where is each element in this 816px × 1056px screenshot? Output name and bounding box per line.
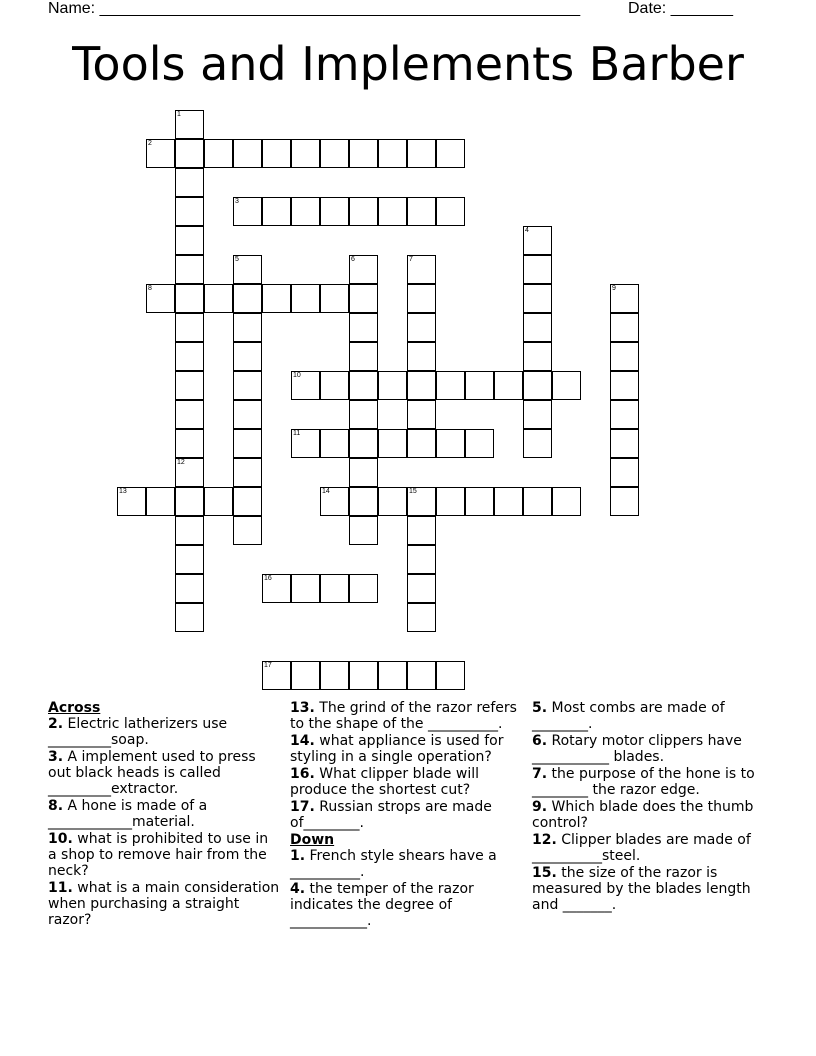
grid-cell[interactable] <box>320 284 349 313</box>
grid-cell[interactable] <box>436 487 465 516</box>
grid-cell[interactable] <box>175 284 204 313</box>
clue-number: 14. <box>290 733 315 749</box>
grid-cell[interactable] <box>407 574 436 603</box>
clue-item <box>532 832 768 864</box>
grid-cell[interactable] <box>610 371 639 400</box>
grid-cell[interactable] <box>204 487 233 516</box>
grid-cell[interactable] <box>175 429 204 458</box>
clue-text: A hone is made of a ____________material. <box>48 798 208 830</box>
grid-cell[interactable] <box>233 516 262 545</box>
grid-cell[interactable] <box>610 342 639 371</box>
cell-number: 17 <box>264 662 272 669</box>
grid-cell[interactable] <box>291 139 320 168</box>
clue-text: the temper of the razor indicates the degree of ___________. <box>290 881 474 929</box>
grid-cell[interactable] <box>523 313 552 342</box>
cell-number: 13 <box>119 488 127 495</box>
clue-text: A implement used to press out black heads is called _________extractor. <box>48 749 256 797</box>
clue-number: 12. <box>532 832 557 848</box>
grid-cell[interactable] <box>233 284 262 313</box>
grid-cell[interactable] <box>407 603 436 632</box>
clue-item <box>532 865 768 913</box>
clue-text: Electric latherizers use _________soap. <box>48 716 228 748</box>
grid-cell[interactable] <box>378 197 407 226</box>
clue-number: 16. <box>290 766 315 782</box>
grid-cell[interactable] <box>262 284 291 313</box>
grid-cell[interactable] <box>349 284 378 313</box>
grid-cell[interactable] <box>233 342 262 371</box>
grid-cell[interactable] <box>262 197 291 226</box>
clue-item <box>48 880 280 928</box>
grid-cell[interactable] <box>407 487 436 516</box>
grid-cell[interactable] <box>494 371 523 400</box>
grid-cell[interactable] <box>175 255 204 284</box>
cell-number: 6 <box>351 256 355 263</box>
clue-number: 3. <box>48 749 64 765</box>
clue-number: 8. <box>48 798 64 814</box>
grid-cell[interactable] <box>523 284 552 313</box>
clue-text: what appliance is used for styling in a single operation? <box>290 733 504 765</box>
grid-cell[interactable] <box>175 110 204 139</box>
cell-number: 2 <box>148 140 152 147</box>
grid-cell[interactable] <box>378 139 407 168</box>
grid-cell[interactable] <box>407 429 436 458</box>
clue-item <box>290 733 522 765</box>
grid-cell[interactable] <box>175 574 204 603</box>
grid-cell[interactable] <box>610 487 639 516</box>
grid-cell[interactable] <box>523 342 552 371</box>
grid-cell[interactable] <box>378 661 407 690</box>
grid-cell[interactable] <box>204 284 233 313</box>
grid-cell[interactable] <box>407 284 436 313</box>
clue-item <box>532 733 768 765</box>
grid-cell[interactable] <box>175 487 204 516</box>
clue-item <box>48 716 280 748</box>
grid-cell[interactable] <box>465 371 494 400</box>
grid-cell[interactable] <box>146 284 175 313</box>
clue-item <box>48 749 280 797</box>
clue-item <box>48 831 280 879</box>
grid-cell[interactable] <box>233 371 262 400</box>
grid-cell[interactable] <box>523 371 552 400</box>
clue-text: what is prohibited to use in a shop to remove hair from the neck? <box>48 831 269 879</box>
clue-text: what is a main consideration when purchasing a straight razor? <box>48 880 280 928</box>
grid-cell[interactable] <box>146 487 175 516</box>
cell-number: 9 <box>612 285 616 292</box>
grid-cell[interactable] <box>552 371 581 400</box>
grid-cell[interactable] <box>378 371 407 400</box>
grid-cell[interactable] <box>175 313 204 342</box>
grid-cell[interactable] <box>610 429 639 458</box>
grid-cell[interactable] <box>175 197 204 226</box>
clue-item <box>48 798 280 830</box>
grid-cell[interactable] <box>436 371 465 400</box>
grid-cell[interactable] <box>407 313 436 342</box>
clue-text: Clipper blades are made of __________steel. <box>532 832 751 864</box>
grid-cell[interactable] <box>465 487 494 516</box>
clue-text: The grind of the razor refers to the shape of the __________. <box>290 700 517 732</box>
clue-number: 15. <box>532 865 557 881</box>
clues-column-2 <box>290 700 522 930</box>
grid-cell[interactable] <box>349 255 378 284</box>
grid-cell[interactable] <box>523 487 552 516</box>
cell-number: 1 <box>177 111 181 118</box>
clue-text: Which blade does the thumb control? <box>532 799 754 831</box>
grid-cell[interactable] <box>117 487 146 516</box>
grid-cell[interactable] <box>204 139 233 168</box>
grid-cell[interactable] <box>436 429 465 458</box>
clues-column-3 <box>532 700 768 914</box>
cell-number: 16 <box>264 575 272 582</box>
grid-cell[interactable] <box>407 661 436 690</box>
clue-text: the purpose of the hone is to ________ the razor edge. <box>532 766 755 798</box>
grid-cell[interactable] <box>349 429 378 458</box>
clue-number: 17. <box>290 799 315 815</box>
across-heading: Across <box>48 700 101 716</box>
clue-item <box>290 700 522 732</box>
grid-cell[interactable] <box>407 371 436 400</box>
grid-cell[interactable] <box>233 313 262 342</box>
grid-cell[interactable] <box>175 226 204 255</box>
grid-cell[interactable] <box>262 574 291 603</box>
clue-item <box>290 766 522 798</box>
grid-cell[interactable] <box>320 487 349 516</box>
grid-cell[interactable] <box>175 168 204 197</box>
grid-cell[interactable] <box>233 400 262 429</box>
grid-cell[interactable] <box>436 197 465 226</box>
grid-cell[interactable] <box>378 429 407 458</box>
cell-number: 7 <box>409 256 413 263</box>
grid-cell[interactable] <box>320 371 349 400</box>
grid-cell[interactable] <box>233 255 262 284</box>
grid-cell[interactable] <box>233 197 262 226</box>
grid-cell[interactable] <box>291 284 320 313</box>
grid-cell[interactable] <box>465 429 494 458</box>
grid-cell[interactable] <box>233 429 262 458</box>
clue-number: 1. <box>290 848 306 864</box>
grid-cell[interactable] <box>523 226 552 255</box>
grid-cell[interactable] <box>349 487 378 516</box>
clue-text: What clipper blade will produce the shortest cut? <box>290 766 479 798</box>
grid-cell[interactable] <box>233 458 262 487</box>
grid-cell[interactable] <box>436 661 465 690</box>
grid-cell[interactable] <box>320 574 349 603</box>
cell-number: 11 <box>293 430 301 437</box>
clue-text: the size of the razor is measured by the blades length and _______. <box>532 865 751 913</box>
grid-cell[interactable] <box>349 661 378 690</box>
grid-cell[interactable] <box>349 574 378 603</box>
grid-cell[interactable] <box>349 313 378 342</box>
clues-column-1 <box>48 700 280 929</box>
cell-number: 10 <box>293 372 301 379</box>
cell-number: 3 <box>235 198 239 205</box>
grid-cell[interactable] <box>175 545 204 574</box>
grid-cell[interactable] <box>320 661 349 690</box>
grid-cell[interactable] <box>175 458 204 487</box>
grid-cell[interactable] <box>291 574 320 603</box>
clue-text: Most combs are made of ________. <box>532 700 725 732</box>
cell-number: 8 <box>148 285 152 292</box>
cell-number: 5 <box>235 256 239 263</box>
grid-cell[interactable] <box>494 487 523 516</box>
page-title: Tools and Implements Barber <box>72 37 744 91</box>
cell-number: 12 <box>177 459 185 466</box>
grid-cell[interactable] <box>407 197 436 226</box>
grid-cell[interactable] <box>262 139 291 168</box>
grid-cell[interactable] <box>610 400 639 429</box>
grid-cell[interactable] <box>407 255 436 284</box>
grid-cell[interactable] <box>407 139 436 168</box>
grid-cell[interactable] <box>349 197 378 226</box>
down-heading: Down <box>290 832 335 848</box>
grid-cell[interactable] <box>407 545 436 574</box>
grid-cell[interactable] <box>407 400 436 429</box>
grid-cell[interactable] <box>349 139 378 168</box>
grid-cell[interactable] <box>610 284 639 313</box>
grid-cell[interactable] <box>349 516 378 545</box>
grid-cell[interactable] <box>320 139 349 168</box>
clue-number: 5. <box>532 700 548 716</box>
date-field[interactable]: Date: _______ <box>628 0 733 17</box>
grid-cell[interactable] <box>175 400 204 429</box>
grid-cell[interactable] <box>291 661 320 690</box>
clue-text: Rotary motor clippers have ___________ blades. <box>532 733 742 765</box>
clue-text: Russian strops are made of________. <box>290 799 492 831</box>
clue-number: 11. <box>48 880 73 896</box>
name-field[interactable]: Name: ______________________________________________________ <box>48 0 581 17</box>
grid-cell[interactable] <box>233 139 262 168</box>
clue-number: 13. <box>290 700 315 716</box>
grid-cell[interactable] <box>349 400 378 429</box>
clue-item <box>290 848 522 880</box>
grid-cell[interactable] <box>291 429 320 458</box>
grid-cell[interactable] <box>291 197 320 226</box>
grid-cell[interactable] <box>378 487 407 516</box>
cell-number: 15 <box>409 488 417 495</box>
grid-cell[interactable] <box>523 429 552 458</box>
grid-cell[interactable] <box>320 429 349 458</box>
grid-cell[interactable] <box>291 371 320 400</box>
clue-item <box>290 881 522 929</box>
grid-cell[interactable] <box>436 139 465 168</box>
grid-cell[interactable] <box>175 603 204 632</box>
grid-cell[interactable] <box>146 139 175 168</box>
clue-number: 4. <box>290 881 306 897</box>
cell-number: 14 <box>322 488 330 495</box>
grid-cell[interactable] <box>320 197 349 226</box>
grid-cell[interactable] <box>349 458 378 487</box>
clue-item <box>532 799 768 831</box>
grid-cell[interactable] <box>407 516 436 545</box>
cell-number: 4 <box>525 227 529 234</box>
grid-cell[interactable] <box>175 342 204 371</box>
clue-item <box>532 766 768 798</box>
clue-item <box>532 700 768 732</box>
grid-cell[interactable] <box>349 342 378 371</box>
clue-number: 2. <box>48 716 64 732</box>
clue-number: 10. <box>48 831 73 847</box>
grid-cell[interactable] <box>407 342 436 371</box>
grid-cell[interactable] <box>175 139 204 168</box>
grid-cell[interactable] <box>349 371 378 400</box>
grid-cell[interactable] <box>233 487 262 516</box>
grid-cell[interactable] <box>523 255 552 284</box>
clue-number: 9. <box>532 799 548 815</box>
grid-cell[interactable] <box>175 371 204 400</box>
grid-cell[interactable] <box>262 661 291 690</box>
grid-cell[interactable] <box>175 516 204 545</box>
grid-cell[interactable] <box>552 487 581 516</box>
clue-item <box>290 799 522 831</box>
grid-cell[interactable] <box>523 400 552 429</box>
clue-number: 6. <box>532 733 548 749</box>
clue-number: 7. <box>532 766 548 782</box>
grid-cell[interactable] <box>610 313 639 342</box>
grid-cell[interactable] <box>610 458 639 487</box>
clue-text: French style shears have a __________. <box>290 848 497 880</box>
